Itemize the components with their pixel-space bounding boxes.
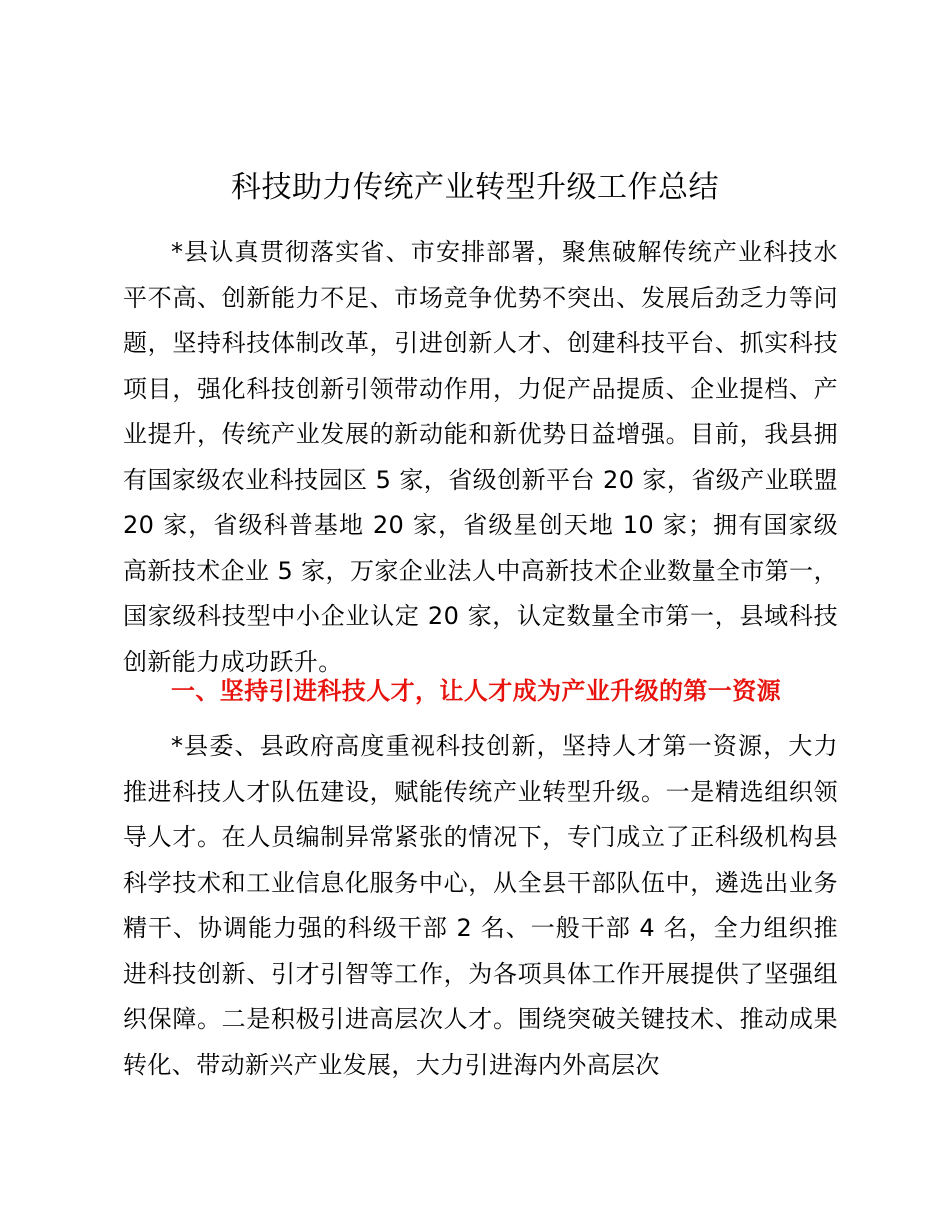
section-heading-1: 一、坚持引进科技人才，让人才成为产业升级的第一资源 — [171, 677, 781, 705]
document-title: 科技助力传统产业转型升级工作总结 — [231, 170, 719, 205]
section-1-paragraph: *县委、县政府高度重视科技创新，坚持人才第一资源，大力推进科技人才队伍建设，赋能传统产业转型升级。一是精选组织领导人才。在人员编制异常紧张的情况下，专门成立了正科级机构县科学技术和工业信息化服务中心，从全县干部队伍中，遴选出业务精干、协调能力强的科级干部 2 名、一般干部 4 名，全力组织推进科技创新、引才引智等工作，为各项具体工作开展提供了坚强组织保障。二是积极引进高层次人才。围绕突破关键技术、推动成果转化、带动新兴产业发展，大力引进海内外高层次 — [123, 732, 838, 1079]
intro-paragraph: *县认真贯彻落实省、市安排部署，聚焦破解传统产业科技水平不高、创新能力不足、市场竞争优势不突出、发展后劲乏力等问题，坚持科技体制改革，引进创新人才、创建科技平台、抓实科技项目，强化科技创新引领带动作用，力促产品提质、企业提档、产业提升，传统产业发展的新动能和新优势日益增强。目前，我县拥有国家级农业科技园区 5 家，省级创新平台 20 家，省级产业联盟 20 家，省级科普基地 20 家，省级星创天地 10 家；拥有国家级高新技术企业 5 家，万家企业法人中高新技术企业数量全市第一，国家级科技型中小企业认定 20 家，认定数量全市第一，县域科技创新能力成功跃升。 — [123, 238, 838, 676]
